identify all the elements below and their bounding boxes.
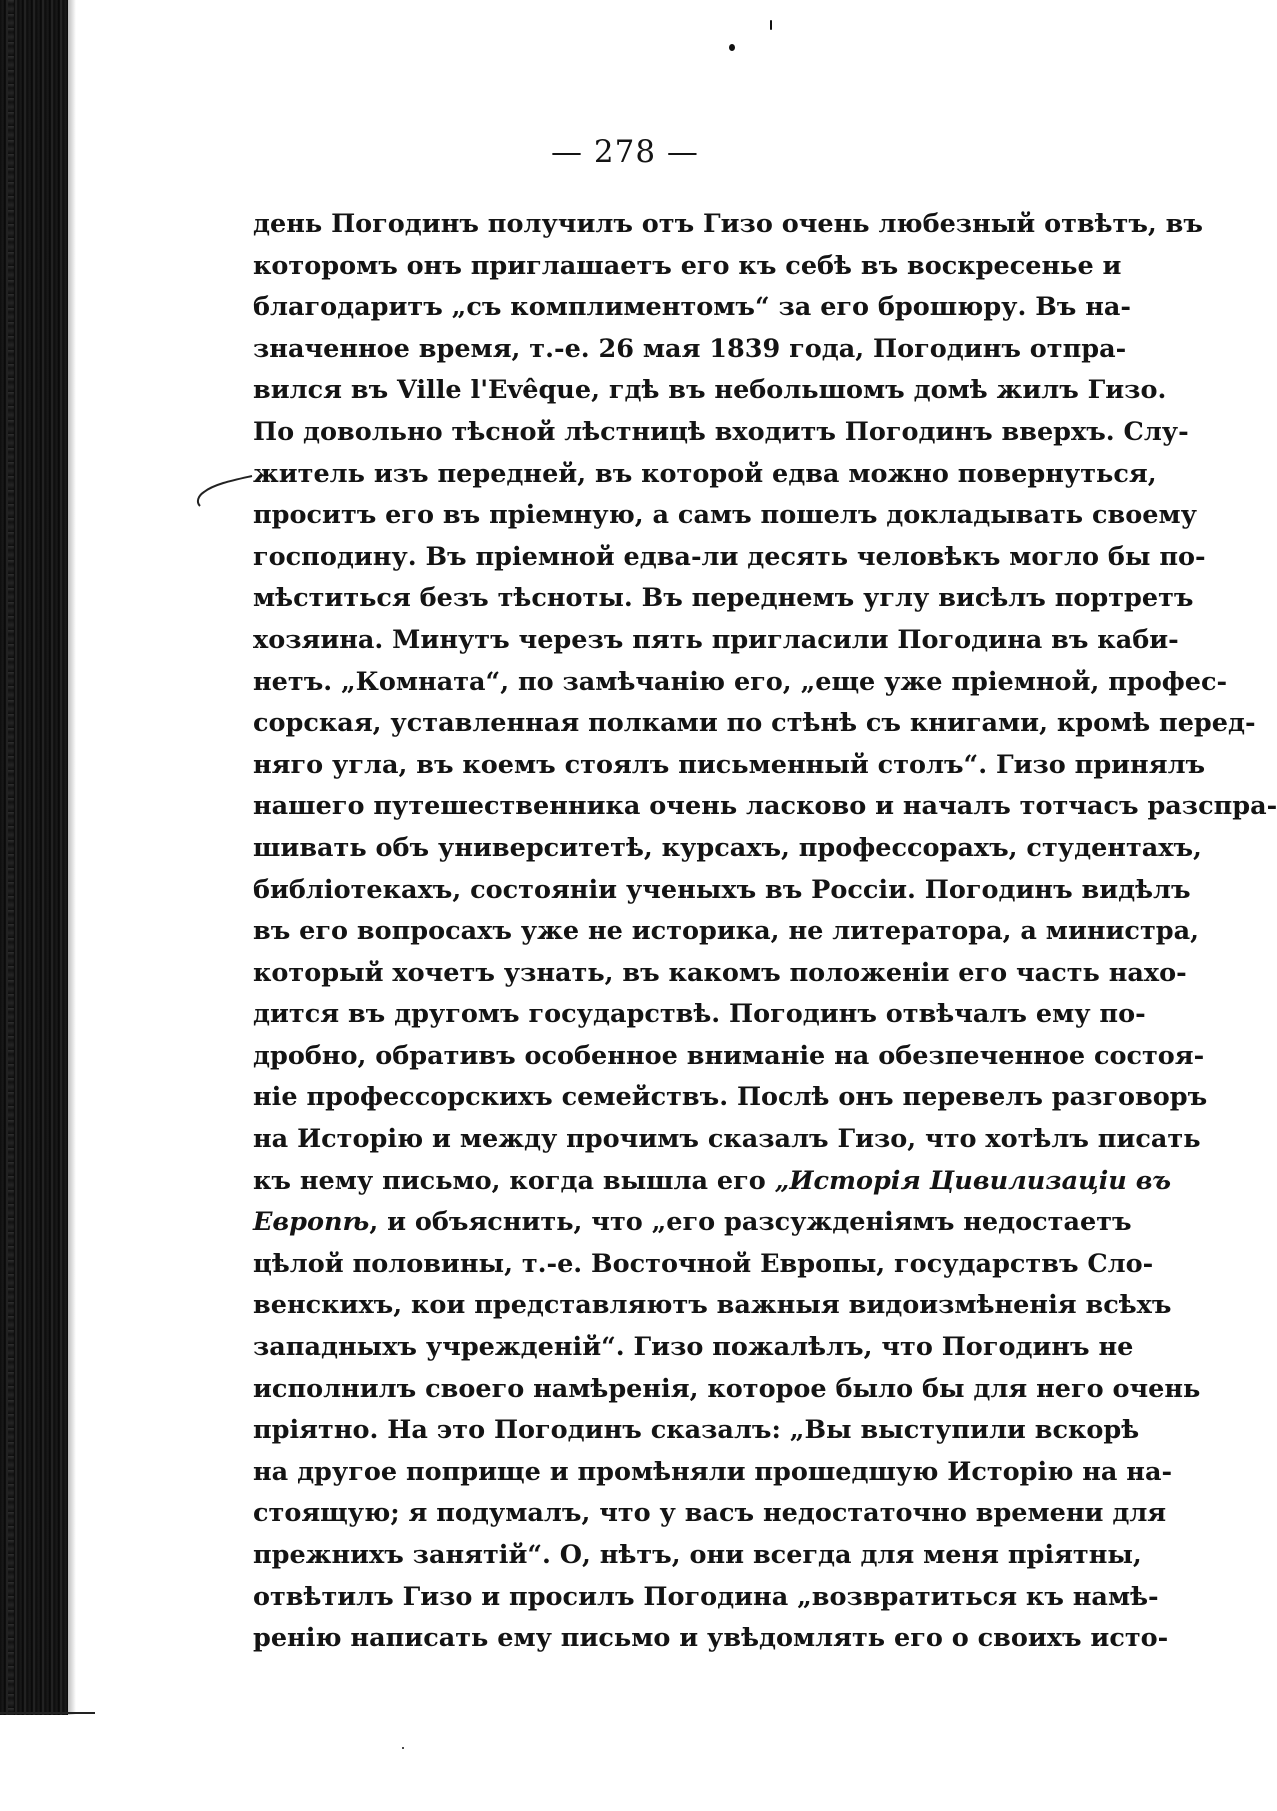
text-line: няго угла, въ коемъ стоялъ письменный столъ“. Гизо принялъ	[253, 749, 1206, 780]
text-line: дробно, обративъ особенное вниманіе на обезпеченное состоя-	[253, 1040, 1205, 1071]
text-line: мѣститься безъ тѣсноты. Въ переднемъ углу висѣлъ портретъ	[253, 583, 1194, 614]
page-number-header	[0, 134, 1140, 170]
body-text	[253, 204, 1277, 1660]
text-line: благодаритъ „съ комплиментомъ“ за его брошюру. Въ на-	[253, 292, 1131, 323]
text-line: По довольно тѣсной лѣстницѣ входитъ Погодинъ вверхъ. Слу-	[253, 416, 1189, 447]
text-segment: къ нему письмо, когда вышла его	[253, 1165, 766, 1196]
text-line: стоящую; я подумалъ, что у васъ недостаточно времени для	[253, 1498, 1167, 1529]
italic-book-title-end: Европѣ	[253, 1207, 370, 1238]
text-line: дится въ другомъ государствѣ. Погодинъ отвѣчалъ ему по-	[253, 999, 1146, 1030]
text-line: проситъ его въ пріемную, а самъ пошелъ докладывать своему	[253, 500, 1197, 531]
text-line: на Исторію и между прочимъ сказалъ Гизо, что хотѣлъ писать	[253, 1124, 1201, 1155]
text-segment: , и объяснить, что „его разсужденіямъ недостаетъ	[369, 1207, 1132, 1238]
text-line-with-title	[253, 1161, 1171, 1203]
ink-speck	[770, 20, 772, 30]
bottom-rule	[0, 1712, 95, 1714]
text-line: сорская, уставленная полками по стѣнѣ съ книгами, кромѣ перед-	[253, 708, 1256, 739]
text-line: западныхъ учрежденій“. Гизо пожалѣлъ, что Погодинъ не	[253, 1332, 1134, 1363]
text-line: житель изъ передней, въ которой едва можно повернуться,	[253, 458, 1157, 489]
text-line: прежнихъ занятій“. О, нѣтъ, они всегда для меня пріятны,	[253, 1540, 1142, 1570]
text-line: въ его вопросахъ уже не историка, не литератора, а министра,	[253, 916, 1199, 947]
text-line: ніе профессорскихъ семействъ. Послѣ онъ перевелъ разговоръ	[253, 1082, 1208, 1113]
binding-edge	[0, 0, 68, 1715]
text-line: день Погодинъ получилъ отъ Гизо очень любезный отвѣтъ, въ	[253, 209, 1203, 239]
text-line: которомъ онъ приглашаетъ его къ себѣ въ воскресенье и	[253, 250, 1122, 281]
text-line: хозяина. Минутъ черезъ пять пригласили Погодина въ каби-	[253, 624, 1179, 655]
text-line: шивать объ университетѣ, курсахъ, профессорахъ, студентахъ,	[253, 832, 1202, 863]
text-line: нетъ. „Комната“, по замѣчанію его, „еще уже пріемной, профес-	[253, 666, 1228, 697]
binding-shadow	[68, 0, 76, 1715]
text-line: нашего путешественника очень ласково и началъ тотчасъ разспра-	[253, 791, 1277, 822]
text-line: пріятно. На это Погодинъ сказалъ: „Вы выступили вскорѣ	[253, 1415, 1140, 1446]
text-line: цѣлой половины, т.-е. Восточной Европы, государствъ Сло-	[253, 1248, 1154, 1279]
text-line: венскихъ, кои представляютъ важныя видоизмѣненія всѣхъ	[253, 1290, 1172, 1321]
text-line: библіотекахъ, состояніи ученыхъ въ Россіи. Погодинъ видѣлъ	[253, 874, 1191, 905]
text-line: ренію написать ему письмо и увѣдомлять его о своихъ исто-	[253, 1623, 1169, 1654]
text-line: значенное время, т.-е. 26 мая 1839 года, Погодинъ отпра-	[253, 333, 1127, 364]
ink-speck	[402, 1747, 404, 1749]
text-line-with-title	[253, 1202, 1132, 1244]
italic-book-title: „Исторія Цивилизаціи въ	[774, 1165, 1171, 1196]
text-line: на другое поприще и промѣняли прошедшую Исторію на на-	[253, 1456, 1173, 1487]
margin-pencil-mark	[194, 474, 256, 508]
text-line: исполнилъ своего намѣренія, которое было бы для него очень	[253, 1373, 1201, 1404]
text-line: господину. Въ пріемной едва-ли десять человѣкъ могло бы по-	[253, 541, 1206, 572]
text-line: который хочетъ узнать, въ какомъ положеніи его часть нахо-	[253, 957, 1187, 988]
page-number: — 278 —	[551, 134, 699, 170]
text-line: отвѣтилъ Гизо и просилъ Погодина „возвратиться къ намѣ-	[253, 1581, 1159, 1612]
text-line: вился въ Ville l'Evêque, гдѣ въ небольшомъ домѣ жилъ Гизо.	[253, 375, 1167, 406]
ink-speck	[729, 44, 735, 51]
